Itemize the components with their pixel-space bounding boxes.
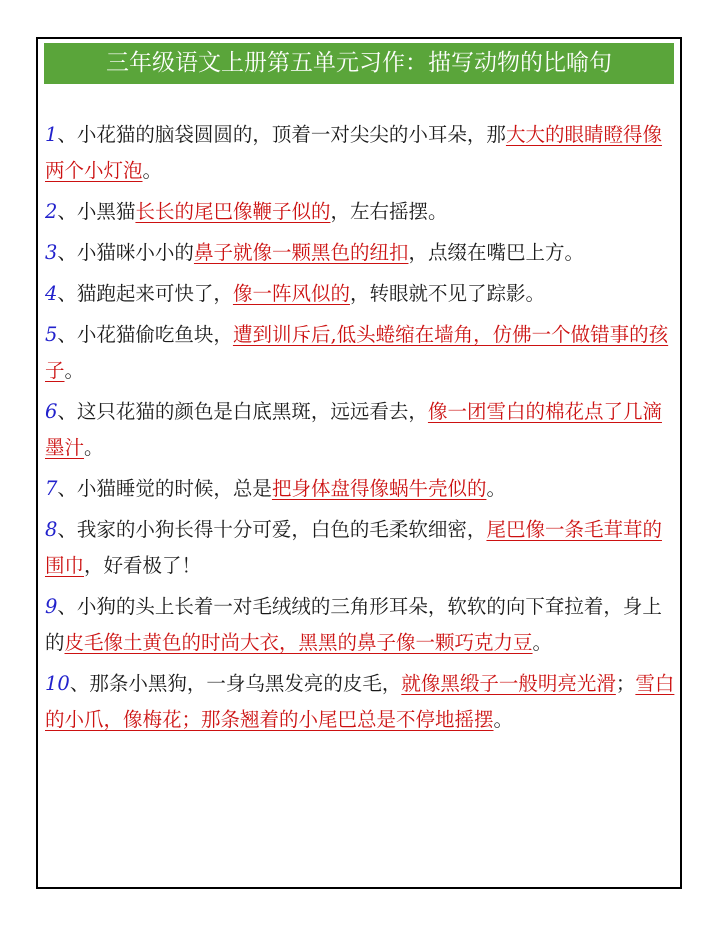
item-number: 2 <box>45 200 58 223</box>
item-number: 10 <box>45 672 70 695</box>
list-item <box>45 194 677 230</box>
item-number: 4 <box>45 282 58 305</box>
sentence-text: ，好看极了！ <box>84 554 202 577</box>
sentence-text: 。 <box>532 631 553 654</box>
sentence-text: 。 <box>64 359 85 382</box>
sentence-text: 。 <box>486 477 506 500</box>
list-item <box>45 394 677 466</box>
list-item <box>45 235 677 271</box>
sentence-text: 、小花猫偷吃鱼块， <box>57 323 233 346</box>
item-number: 9 <box>45 595 58 618</box>
sentence-text: ； <box>615 672 636 695</box>
simile-highlight: 皮毛像土黄色的时尚大衣，黑黑的鼻子像一颗巧克力豆 <box>64 631 533 654</box>
item-number: 1 <box>45 123 58 146</box>
sentence-text: 、小猫睡觉的时候，总是 <box>57 477 272 500</box>
list-item <box>45 512 677 584</box>
sentence-text: ，转眼就不见了踪影。 <box>349 282 545 305</box>
list-item <box>45 471 677 507</box>
list-item <box>45 666 677 738</box>
sentence-text: 、那条小黑狗，一身乌黑发亮的皮毛， <box>69 672 402 695</box>
simile-highlight: 遭到训斥后,低头蜷缩在墙角，仿佛一个做错事的孩子 <box>45 323 669 382</box>
simile-highlight: 像一团雪白的棉花点了几滴墨汁 <box>45 400 662 459</box>
simile-highlight: 尾巴像一条毛茸茸的围巾 <box>45 518 662 577</box>
simile-highlight: 长长的尾巴像鞭子似的 <box>135 200 331 223</box>
sentence-text: 。 <box>493 708 514 731</box>
sentence-text: 、猫跑起来可快了， <box>57 282 233 305</box>
list-item <box>45 317 677 389</box>
sentence-text: 、小黑猫 <box>57 200 136 223</box>
item-number: 8 <box>45 518 58 541</box>
item-number: 7 <box>45 477 58 500</box>
page-title: 三年级语文上册第五单元习作：描写动物的比喻句 <box>44 43 674 84</box>
simile-highlight: 把身体盘得像蜗牛壳似的 <box>271 477 487 500</box>
item-number: 3 <box>45 241 58 264</box>
simile-highlight: 鼻子就像一颗黑色的纽扣 <box>193 241 409 264</box>
sentence-text: 、小狗的头上长着一对毛绒绒的三角形耳朵，软软的向下耷拉着，身上的 <box>45 595 662 654</box>
document-frame <box>36 37 682 889</box>
sentence-text: 。 <box>84 436 104 459</box>
simile-highlight: 像一阵风似的 <box>232 282 350 305</box>
simile-highlight: 就像黑缎子一般明亮光滑 <box>401 672 616 695</box>
sentence-text: 、小花猫的脑袋圆圆的，顶着一对尖尖的小耳朵，那 <box>57 123 506 146</box>
sentence-text: ，点缀在嘴巴上方。 <box>408 241 584 264</box>
list-item <box>45 276 677 312</box>
list-item <box>45 117 677 189</box>
sentence-list <box>45 117 677 743</box>
item-number: 5 <box>45 323 58 346</box>
sentence-text: 、我家的小狗长得十分可爱，白色的毛柔软细密， <box>57 518 487 541</box>
sentence-text: 。 <box>142 159 163 182</box>
sentence-text: 、小猫咪小小的 <box>57 241 194 264</box>
sentence-text: 、这只花猫的颜色是白底黑斑，远远看去， <box>57 400 428 423</box>
sentence-text: ，左右摇摆。 <box>330 200 448 223</box>
list-item <box>45 589 677 661</box>
item-number: 6 <box>45 400 58 423</box>
simile-highlight: 大大的眼睛瞪得像两个小灯泡 <box>45 123 662 182</box>
simile-highlight: 雪白的小爪，像梅花；那条翘着的小尾巴总是不停地摇摆 <box>45 672 675 731</box>
